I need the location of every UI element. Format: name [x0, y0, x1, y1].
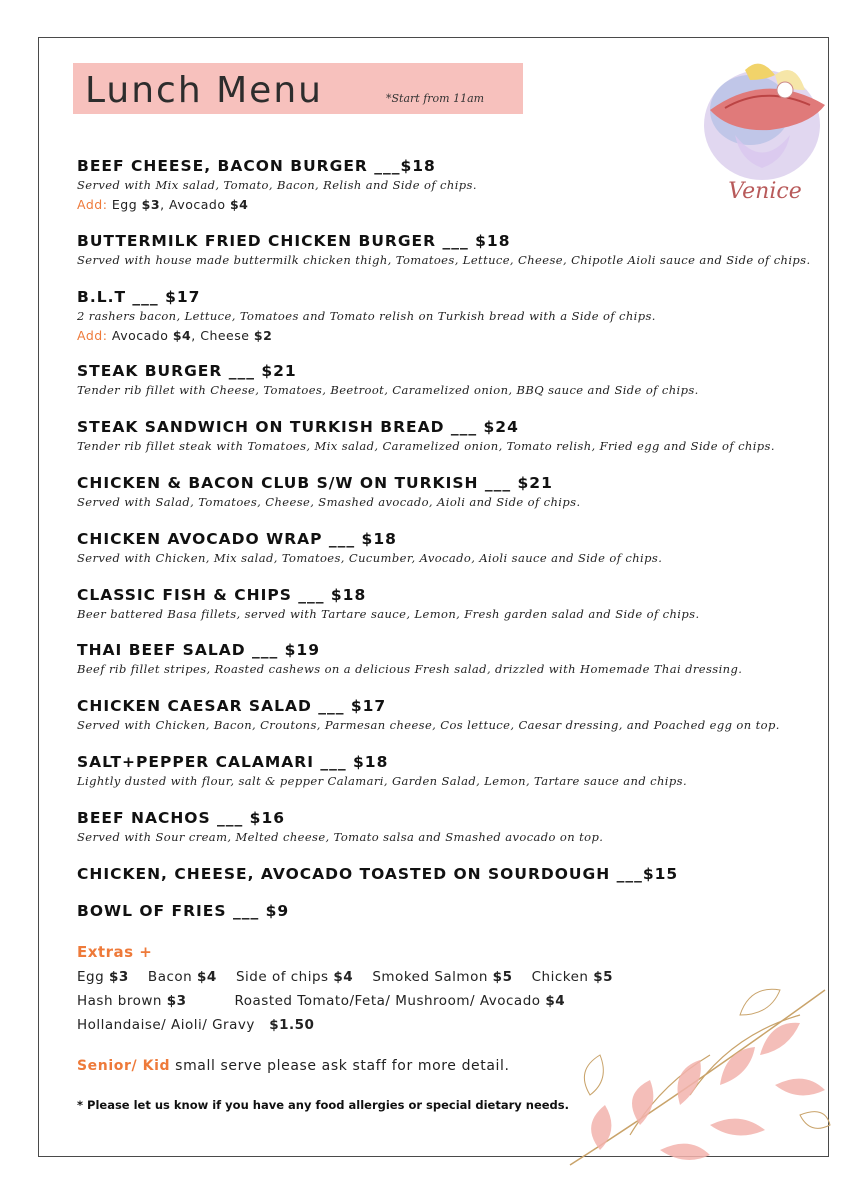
- extra-item: Roasted Tomato/Feta/ Mushroom/ Avocado: [186, 993, 546, 1009]
- addon-label: Add:: [77, 328, 108, 343]
- menu-item-name: BEEF NACHOS ___ $16: [77, 809, 286, 827]
- menu-item: [77, 417, 775, 455]
- addon-text: Avocado: [111, 328, 173, 343]
- allergy-note: * Please let us know if you have any food allergies or special dietary needs.: [77, 1098, 569, 1112]
- extra-price: $1.50: [269, 1017, 315, 1033]
- extra-price: $4: [197, 969, 217, 985]
- menu-item-name: BEEF CHEESE, BACON BURGER ___$18: [77, 157, 436, 175]
- menu-item-description: Served with Mix salad, Tomato, Bacon, Relish and Side of chips.: [77, 178, 477, 192]
- menu-item: [77, 361, 699, 399]
- menu-item-addons: [77, 327, 656, 345]
- menu-item: [77, 287, 656, 345]
- menu-item-description: Tender rib fillet with Cheese, Tomatoes, Beetroot, Caramelized onion, BBQ sauce and Side of chips.: [77, 383, 699, 397]
- start-time-note: *Start from 11am: [386, 92, 485, 105]
- addon-text: Egg: [111, 197, 142, 212]
- extra-item: Side of chips: [216, 969, 334, 985]
- addon-text: , Cheese: [191, 328, 254, 343]
- extra-item: Egg: [77, 969, 109, 985]
- menu-item-description: Lightly dusted with flour, salt & pepper Calamari, Garden Salad, Lemon, Tartare sauce and chips.: [77, 774, 688, 788]
- menu-item: [77, 864, 678, 884]
- extra-price: $4: [333, 969, 354, 985]
- menu-item-description: Beef rib fillet stripes, Roasted cashews on a delicious Fresh salad, drizzled with Homemade Thai dressing.: [77, 662, 743, 676]
- menu-item-description: Served with Chicken, Mix salad, Tomatoes, Cucumber, Avocado, Aioli sauce and Side of chips.: [77, 551, 663, 565]
- leaves-decoration: [560, 975, 835, 1175]
- menu-item: [77, 696, 780, 734]
- addon-price: $4: [172, 328, 192, 343]
- menu-item-name: CHICKEN, CHEESE, AVOCADO TOASTED ON SOURDOUGH ___$15: [77, 865, 679, 883]
- addon-text: , Avocado: [160, 197, 230, 212]
- addon-price: $3: [141, 197, 161, 212]
- menu-item-name: BUTTERMILK FRIED CHICKEN BURGER ___ $18: [77, 232, 511, 250]
- menu-item: [77, 640, 742, 678]
- menu-item-name: CHICKEN CAESAR SALAD ___ $17: [77, 697, 387, 715]
- senior-kid-text: small serve please ask staff for more detail.: [170, 1058, 510, 1074]
- menu-item-name: B.L.T ___ $17: [77, 288, 201, 306]
- extra-price: $3: [108, 969, 129, 985]
- extra-price: $3: [166, 993, 187, 1009]
- extra-item: Smoked Salmon: [353, 969, 493, 985]
- menu-item-name: THAI BEEF SALAD ___ $19: [77, 641, 320, 659]
- menu-item-name: BOWL OF FRIES ___ $9: [77, 902, 290, 920]
- menu-item-name: CHICKEN & BACON CLUB S/W ON TURKISH ___ $21: [77, 474, 553, 492]
- extra-price: $5: [492, 969, 513, 985]
- extra-item: Hollandaise/ Aioli/ Gravy: [77, 1017, 270, 1033]
- menu-item: [77, 808, 603, 846]
- senior-kid-label: Senior/ Kid: [77, 1058, 171, 1074]
- extra-item: Chicken: [512, 969, 594, 985]
- addon-price: $4: [229, 197, 249, 212]
- menu-item: [77, 231, 811, 269]
- menu-item-description: Tender rib fillet steak with Tomatoes, Mix salad, Caramelized onion, Tomato relish, Fried egg and Side of chips.: [77, 439, 775, 453]
- extras-line-2: [77, 993, 565, 1009]
- logo-text: Venice: [728, 179, 802, 204]
- menu-item: [77, 473, 581, 511]
- addon-price: $2: [253, 328, 273, 343]
- menu-item-description: Served with Chicken, Bacon, Croutons, Parmesan cheese, Cos lettuce, Caesar dressing, and Poached egg on top.: [77, 718, 780, 732]
- extra-price: $5: [593, 969, 614, 985]
- menu-item: [77, 156, 477, 214]
- menu-item-description: 2 rashers bacon, Lettuce, Tomatoes and Tomato relish on Turkish bread with a Side of chips.: [77, 309, 656, 323]
- menu-item-description: Served with Salad, Tomatoes, Cheese, Smashed avocado, Aioli and Side of chips.: [77, 495, 581, 509]
- extra-price: $4: [545, 993, 566, 1009]
- menu-item: [77, 752, 687, 790]
- menu-item-description: Beer battered Basa fillets, served with Tartare sauce, Lemon, Fresh garden salad and Side of chips.: [77, 607, 700, 621]
- extra-item: Bacon: [128, 969, 197, 985]
- menu-item: [77, 529, 662, 567]
- menu-item-name: SALT+PEPPER CALAMARI ___ $18: [77, 753, 389, 771]
- extras-line-1: [77, 969, 613, 985]
- venice-logo: [690, 50, 840, 210]
- menu-item-name: STEAK SANDWICH ON TURKISH BREAD ___ $24: [77, 418, 519, 436]
- menu-item: [77, 585, 700, 623]
- menu-item: [77, 901, 289, 921]
- menu-item-name: CHICKEN AVOCADO WRAP ___ $18: [77, 530, 397, 548]
- extras-title: Extras +: [77, 943, 153, 961]
- extra-item: Hash brown: [77, 993, 167, 1009]
- menu-item-name: STEAK BURGER ___ $21: [77, 362, 297, 380]
- senior-kid-note: [77, 1058, 510, 1074]
- menu-item-addons: [77, 196, 477, 214]
- menu-item-description: Served with house made buttermilk chicken thigh, Tomatoes, Lettuce, Cheese, Chipotle Aioli sauce and Side of chips.: [77, 253, 811, 267]
- page-title: Lunch Menu: [85, 70, 323, 111]
- menu-item-name: CLASSIC FISH & CHIPS ___ $18: [77, 586, 367, 604]
- menu-item-description: Served with Sour cream, Melted cheese, Tomato salsa and Smashed avocado on top.: [77, 830, 604, 844]
- addon-label: Add:: [77, 197, 108, 212]
- extras-line-3: [77, 1017, 314, 1033]
